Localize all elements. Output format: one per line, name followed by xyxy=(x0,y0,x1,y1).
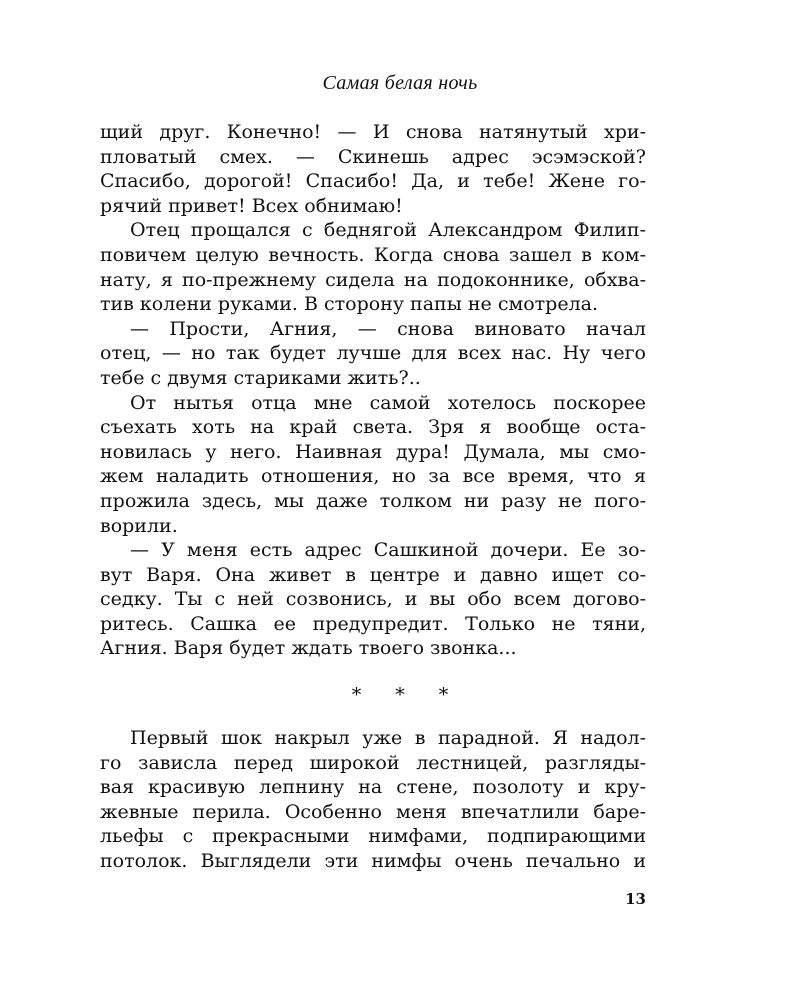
text-line: нату, я по-прежнему сидела на подоконнике, обхва- xyxy=(100,268,646,291)
text-line: щий друг. Конечно! — И снова натянутый хри- xyxy=(100,121,646,143)
page-number: 13 xyxy=(625,890,646,908)
text-line: потолок. Выглядели эти нимфы очень печально и xyxy=(100,849,646,872)
text-line: ритесь. Сашка ее предупредит. Только не тяни, xyxy=(100,612,646,635)
text-line: отец, — но так будет лучше для всех нас. Ну чего xyxy=(100,342,646,365)
text-line: повичем целую вечность. Когда снова зашел в ком- xyxy=(100,243,646,266)
text-line: ворили. xyxy=(100,514,178,537)
body-text-block-1 xyxy=(100,120,646,661)
text-line: — У меня есть адрес Сашкиной дочери. Ее зо- xyxy=(130,539,646,562)
running-header: Самая белая ночь xyxy=(322,72,478,94)
text-line: новилась у него. Наивная дура! Думала, мы смо- xyxy=(100,440,646,463)
text-line: вут Варя. Она живет в центре и давно ищет со- xyxy=(100,563,646,586)
text-line: Первый шок накрыл уже в парадной. Я надол- xyxy=(130,727,646,749)
text-line: тебе с двумя стариками жить?.. xyxy=(100,366,421,389)
text-line: жем наладить отношения, но за все время, что я xyxy=(100,465,646,488)
text-line: съехать хоть на край света. Зря я вообще оста- xyxy=(100,416,646,439)
text-line: Спасибо, дорогой! Спасибо! Да, и тебе! Жене го- xyxy=(100,170,646,193)
text-line: От нытья отца мне самой хотелось поскорее xyxy=(130,391,646,414)
text-line: тив колени руками. В сторону папы не смотрела. xyxy=(100,293,599,316)
text-line: пловатый смех. — Скинешь адрес эсэмэской? xyxy=(100,145,646,168)
text-line: жевные перила. Особенно меня впечатлили баре- xyxy=(100,800,646,823)
text-line: — Прости, Агния, — снова виновато начал xyxy=(130,317,646,340)
text-line: Отец прощался с беднягой Александром Филип- xyxy=(130,219,646,242)
text-line: льефы с прекрасными нимфами, подпирающими xyxy=(100,825,646,848)
text-line: седку. Ты с ней созвонись, и вы обо всем догово- xyxy=(100,588,646,611)
body-text-block-2 xyxy=(100,726,646,874)
text-line: прожила здесь, мы даже толком ни разу не пого- xyxy=(100,489,646,512)
text-line: го зависла перед широкой лестницей, разгляды- xyxy=(100,751,646,774)
section-separator: * * * xyxy=(351,684,463,706)
text-line: рячий привет! Всех обнимаю! xyxy=(100,194,403,217)
text-line: вая красивую лепнину на стене, позолоту и кру- xyxy=(100,776,646,799)
text-line: Агния. Варя будет ждать твоего звонка... xyxy=(100,637,517,660)
